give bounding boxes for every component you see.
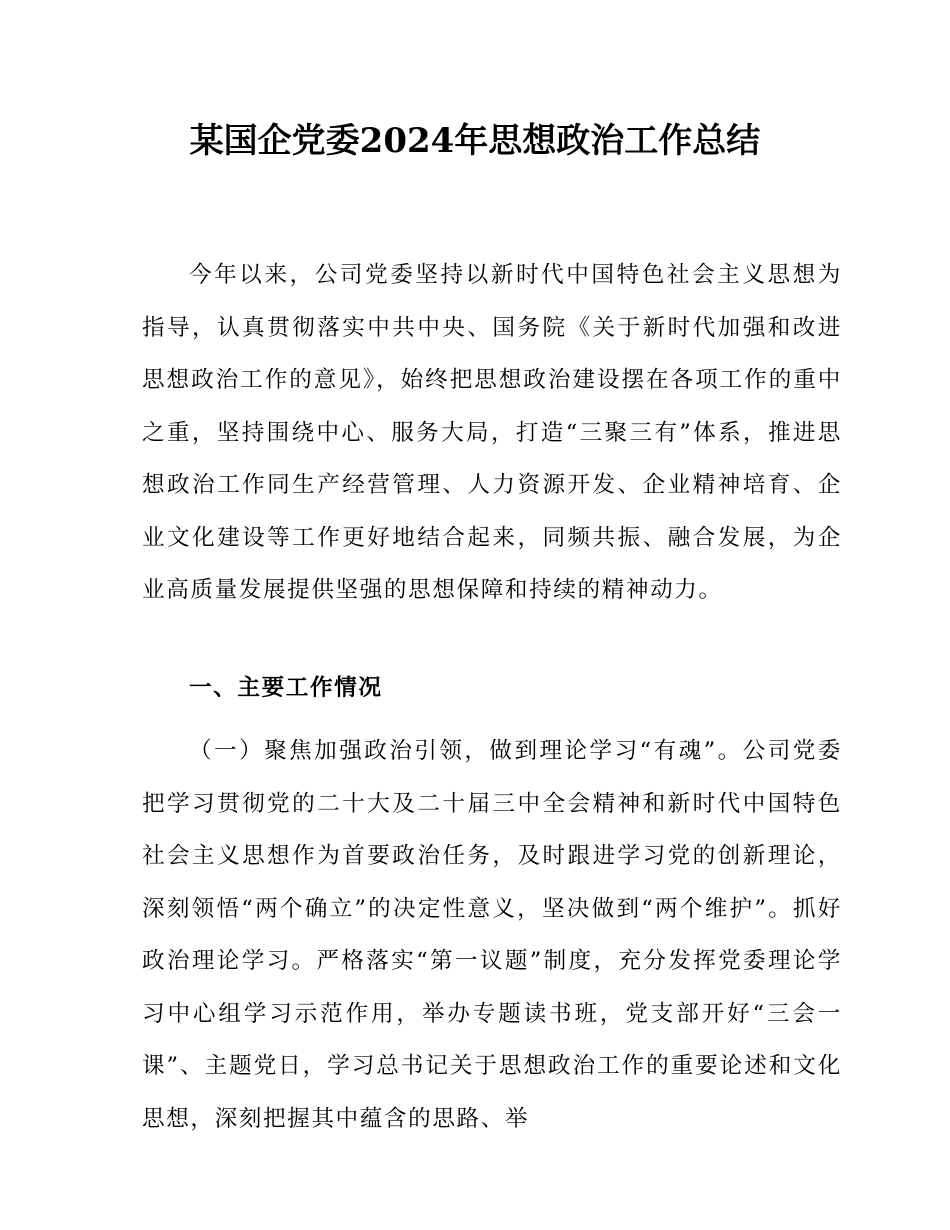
document-title: 某国企党委2024年思想政治工作总结 — [189, 121, 761, 161]
intro-paragraph: 今年以来，公司党委坚持以新时代中国特色社会主义思想为指导，认真贯彻落实中共中央、国务院《关于新时代加强和改进思想政治工作的意见》，始终把思想政治建设摆在各项工作的重中之重，坚持围绕中心、服务大局，打造“三聚三有”体系，推进思想政治工作同生产经营管理、人力资源开发、企业精神培育、企业文化建设等工作更好地结合起来，同频共振、融合发展，为企业高质量发展提供坚强的思想保障和持续的精神动力。 — [142, 262, 842, 603]
subsection-paragraph: （一）聚焦加强政治引领，做到理论学习“有魂”。公司党委把学习贯彻党的二十大及二十届三中全会精神和新时代中国特色社会主义思想作为首要政治任务，及时跟进学习党的创新理论，深刻领悟“两个确立”的决定性意义，坚决做到“两个维护”。抓好政治理论学习。严格落实“第一议题”制度，充分发挥党委理论学习中心组学习示范作用，举办专题读书班，党支部开好“三会一课”、主题党日，学习总书记关于思想政治工作的重要论述和文化思想，深刻把握其中蕴含的思路、举 — [142, 738, 842, 1132]
section-heading: 一、主要工作情况 — [189, 675, 383, 701]
